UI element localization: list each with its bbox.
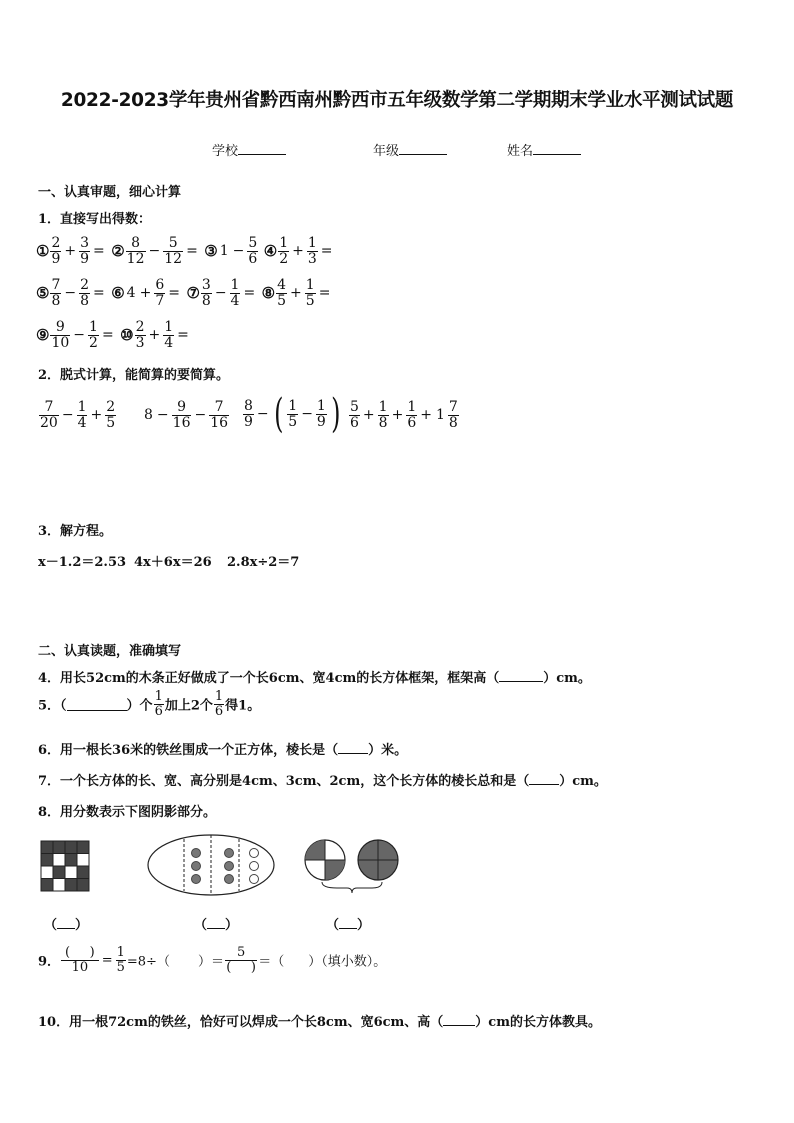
fraction: $\frac{2}{9}$ [51,235,61,267]
item-mark: ⑩ [120,326,134,345]
fraction: $\frac{1}{8}$ [378,399,388,431]
fraction: $\frac{5}{( )}$ [226,945,256,975]
grade-label: 年级 [373,144,400,159]
fraction: $\frac{5}{6}$ [350,399,359,431]
item-mark: ③ [204,242,218,261]
section-1-heading: 一、认真审题，细心计算 [38,185,182,200]
equation-1: x－1.2＝2.53 [38,555,127,570]
item-mark: ⑧ [261,284,276,303]
question-10: 10．用一根72cm的铁丝，恰好可以焊成一个长8cm、宽6cm、高（ ）cm的长方体教具。 [38,1015,601,1030]
item-mark: ④ [263,242,278,261]
fraction: $\frac{7}{20}$ [40,399,58,431]
q1-row-1: ① $\frac{2}{9}$ + $\frac{3}{9}$ = ② $\frac{8}{12}$ − $\frac{5}{12}$ = ③ 1 − $\frac{5}{6}$ ④ $\frac{1}{2}$ + $\frac{1}{3}$ = [36,235,333,267]
fraction: $\frac{5}{6}$ [248,235,258,267]
circles-figure [302,838,402,896]
question-5: 5．（ ）个 $\frac{1}{6}$ 加上2个 $\frac{1}{6}$ 得1。 [38,689,261,719]
fraction: $\frac{1}{6}$ [214,689,224,719]
page-title: 2022-2023学年贵州省黔西南州黔西市五年级数学第二学期期末学业水平测试试题 [60,90,734,111]
fraction: $\frac{8}{12}$ [126,235,145,267]
fraction: $\frac{8}{9}$ [244,397,253,430]
section-2-heading: 二、认真读题，准确填写 [38,644,182,659]
fraction: $\frac{1}{2}$ [279,235,289,267]
answer-blank[interactable] [443,1013,475,1026]
fraction: $\frac{4}{5}$ [277,277,287,309]
item-mark: ⑨ [36,326,50,345]
name-field[interactable] [507,140,581,159]
answer-blank[interactable] [338,741,368,754]
question-3-label: 3．解方程。 [38,524,113,539]
fraction: $\frac{1}{4}$ [164,319,174,351]
grade-field[interactable] [373,140,447,159]
question-8-label: 8．用分数表示下图阴影部分。 [38,805,217,820]
item-mark: ⑤ [36,284,50,303]
fraction: $\frac{7}{16}$ [210,399,229,431]
question-7: 7．一个长方体的长、宽、高分别是4cm、3cm、2cm，这个长方体的棱长总和是（ ）cm。 [38,774,607,789]
fraction: $\frac{( )}{10}$ [61,946,99,974]
fraction: $\frac{5}{12}$ [164,235,183,267]
q8-answer-1[interactable]: （ ） [44,918,89,933]
shaded-grid-figure [40,840,90,892]
item-mark: ⑦ [186,284,200,303]
dots-ellipse-figure [146,833,276,897]
question-4: 4．用长52cm的木条正好做成了一个长6cm、宽4cm的长方体框架，框架高（ ）cm。 [38,671,591,686]
q8-answer-3[interactable]: （ ） [326,918,371,933]
fraction: $\frac{1}{6}$ [154,689,163,719]
equation-2: 4x＋6x＝26 [134,555,212,570]
q1-row-3: ⑨ $\frac{9}{10}$ − $\frac{1}{2}$ = ⑩ $\frac{2}{3}$ + $\frac{1}{4}$ = [36,319,189,351]
question-1-label: 1．直接写出得数： [38,212,152,227]
question-9: 9． $\frac{( )}{10}$ = $\frac{1}{5}$ =8÷（ ）＝ $\frac{5}{( )}$ ＝（ ）（填小数）。 [38,945,387,975]
item-mark: ⑥ [111,284,125,303]
fraction: $\frac{3}{9}$ [80,235,90,267]
q2-expr-1: $\frac{7}{20}$ − $\frac{1}{4}$ + $\frac{2}{5}$ [40,399,116,431]
fraction: $\frac{1}{4}$ [230,277,240,309]
item-mark: ② [111,242,125,261]
fraction: $\frac{3}{8}$ [201,277,211,309]
answer-blank[interactable] [499,669,543,682]
fraction: $\frac{9}{16}$ [172,399,191,431]
item-mark: ① [36,242,50,261]
q2-expr-2: 8 − $\frac{9}{16}$ − $\frac{7}{16}$ [144,399,229,431]
q2-expr-3: $\frac{8}{9}$ − ( $\frac{1}{5}$ − $\frac{1}{9}$ ) [244,391,341,437]
fraction: $\frac{1}{5}$ [288,397,298,430]
fraction: $\frac{2}{3}$ [135,319,145,351]
fraction: $\frac{1}{5}$ [116,945,125,975]
q2-expr-4: $\frac{5}{6}$ + $\frac{1}{8}$ + $\frac{1}{6}$ + 1 $\frac{7}{8}$ [350,399,458,431]
q8-answer-2[interactable]: （ ） [194,918,239,933]
equation-3: 2.8x÷2＝7 [227,555,300,570]
fraction: $\frac{1}{3}$ [307,235,317,267]
q1-row-2: ⑤ $\frac{7}{8}$ − $\frac{2}{8}$ = ⑥ 4 + $\frac{6}{7}$ = ⑦ $\frac{3}{8}$ − $\frac{1}{4}$ = ⑧ $\frac{4}{5}$ + $\frac{1}{5}$ = [36,277,331,309]
fraction: $\frac{2}{5}$ [106,399,116,431]
name-label: 姓名 [507,144,534,159]
question-2-label: 2．脱式计算，能简算的要简算。 [38,368,230,383]
fraction: $\frac{6}{7}$ [155,277,165,309]
fraction: $\frac{1}{6}$ [407,399,417,431]
fraction: $\frac{7}{8}$ [448,399,458,431]
fraction: $\frac{9}{10}$ [51,319,70,351]
fraction: $\frac{1}{9}$ [316,397,326,430]
answer-blank[interactable] [67,698,127,711]
school-label: 学校 [212,144,239,159]
fraction: $\frac{1}{2}$ [89,319,98,351]
fraction: $\frac{2}{8}$ [80,277,90,309]
question-6: 6．用一根长36米的铁丝围成一个正方体，棱长是（ ）米。 [38,743,408,758]
answer-blank[interactable] [529,772,559,785]
fraction: $\frac{1}{5}$ [305,277,315,309]
fraction: $\frac{7}{8}$ [51,277,61,309]
fraction: $\frac{1}{4}$ [77,399,87,431]
school-field[interactable] [212,140,286,159]
